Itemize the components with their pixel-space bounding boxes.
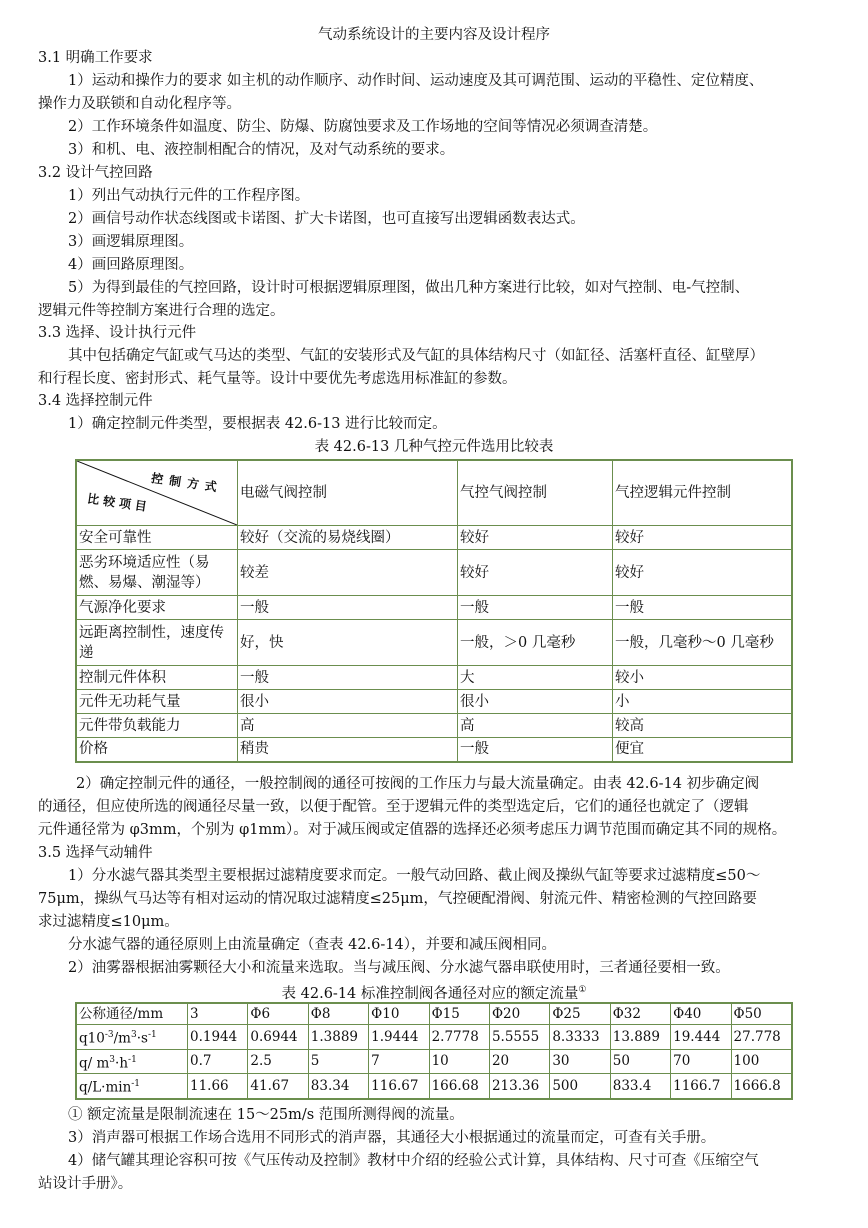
cell: 1166.7 — [671, 1074, 731, 1099]
cell: 11.66 — [188, 1074, 248, 1099]
paragraph: 2）画信号动作状态线图或卡诺图、扩大卡诺图，也可直接写出逻辑函数表达式。 — [68, 211, 585, 227]
cell: 70 — [671, 1049, 731, 1074]
row-label — [76, 1025, 188, 1050]
table-row — [76, 690, 792, 714]
table-row — [76, 738, 792, 762]
row-label-text: q10 — [79, 1030, 105, 1047]
cell: 10 — [429, 1049, 489, 1074]
paragraph: 求过滤精度≤10μm。 — [38, 914, 179, 930]
cell: Φ8 — [308, 1003, 368, 1025]
paragraph: 5）为得到最佳的气控回路，设计时可根据逻辑原理图，做出几种方案进行比较，如对气控制、电-气控制、 — [68, 280, 750, 296]
cell: 很小 — [458, 690, 613, 714]
cell: 较高 — [613, 714, 793, 738]
cell: 1.9444 — [369, 1025, 429, 1050]
cell: 0.7 — [188, 1049, 248, 1074]
column-header: 电磁气阀控制 — [238, 460, 458, 526]
paragraph: 1）确定控制元件类型，要根据表 42.6-13 进行比较而定。 — [68, 416, 447, 432]
cell: 166.68 — [429, 1074, 489, 1099]
table-row — [76, 550, 792, 596]
cell: 41.67 — [248, 1074, 308, 1099]
cell: 833.4 — [610, 1074, 670, 1099]
superscript: 3 — [109, 1054, 116, 1065]
paragraph: 1）列出气动执行元件的工作程序图。 — [68, 188, 310, 204]
cell: 好，快 — [238, 620, 458, 666]
paragraph: 2）工作环境条件如温度、防尘、防爆、防腐蚀要求及工作场地的空间等情况必须调查清楚。 — [68, 119, 658, 135]
paragraph: 1）运动和操作力的要求 如主机的动作顺序、动作时间、运动速度及其可调范围、运动的平稳性、定位精度、 — [68, 73, 764, 89]
cell: Φ25 — [550, 1003, 610, 1025]
cell: 一般 — [613, 596, 793, 620]
superscript: -3 — [104, 1030, 114, 1040]
paragraph: 其中包括确定气缸或气马达的类型、气缸的安装形式及气缸的具体结构尺寸（如缸径、活塞杆直径、缸壁厚） — [68, 348, 764, 364]
cell: 5.5555 — [489, 1025, 549, 1050]
row-item: 元件无功耗气量 — [76, 690, 238, 714]
row-item: 价格 — [76, 738, 238, 762]
page-title: 气动系统设计的主要内容及设计程序 — [318, 27, 550, 43]
cell: Φ50 — [731, 1003, 792, 1025]
cell: 一般 — [458, 596, 613, 620]
cell: 5 — [308, 1049, 368, 1074]
cell: 高 — [238, 714, 458, 738]
cell: Φ20 — [489, 1003, 549, 1025]
paragraph: 分水滤气器的通径原则上由流量确定（查表 42.6-14），并要和减压阀相同。 — [68, 937, 556, 953]
cell: 较好 — [458, 550, 613, 596]
paragraph: 3）消声器可根据工作场合选用不同形式的消声器，其通径大小根据通过的流量而定，可查有关手册。 — [68, 1130, 716, 1146]
cell: Φ10 — [369, 1003, 429, 1025]
cell: 较好 — [613, 526, 793, 550]
column-header: 气控逻辑元件控制 — [613, 460, 793, 526]
cell: Φ15 — [429, 1003, 489, 1025]
section-heading: 3.4 选择控制元件 — [38, 393, 153, 409]
cell: 213.36 — [489, 1074, 549, 1099]
cell: 2.7778 — [429, 1025, 489, 1050]
cell: 小 — [613, 690, 793, 714]
section-heading: 3.5 选择气动辅件 — [38, 845, 153, 861]
footnote: ① 额定流量是限制流速在 15～25m/s 范围所测得阀的流量。 — [68, 1107, 464, 1123]
row-label — [76, 1049, 188, 1074]
cell: 便宜 — [613, 738, 793, 762]
cell: 一般 — [458, 738, 613, 762]
paragraph: 2）确定控制元件的通径，一般控制阀的通径可按阀的工作压力与最大流量确定。由表 42.6-14 初步确定阀 — [76, 776, 760, 792]
row-label-text: /m — [113, 1030, 131, 1047]
cell: 高 — [458, 714, 613, 738]
row-item: 远距离控制性，速度传递 — [76, 620, 238, 666]
cell: 较差 — [238, 550, 458, 596]
row-item: 气源净化要求 — [76, 596, 238, 620]
table-row — [76, 1049, 792, 1074]
cell: 7 — [369, 1049, 429, 1074]
header-compare-item: 比较项目 — [86, 491, 152, 515]
superscript: -1 — [131, 1079, 141, 1089]
paragraph: 75μm，操纵气马达等有相对运动的情况取过滤精度≤25μm，气控硬配滑阀、射流元件、精密检测的气控回路要 — [38, 891, 757, 907]
paragraph: 2）油雾器根据油雾颗径大小和流量来选取。当与减压阀、分水滤气器串联使用时，三者通径要相一致。 — [68, 960, 730, 976]
cell: 116.67 — [369, 1074, 429, 1099]
superscript: -1 — [128, 1054, 137, 1065]
cell: Φ6 — [248, 1003, 308, 1025]
row-label-text: ·s — [136, 1030, 148, 1047]
row-label-text: q/ m — [79, 1055, 110, 1071]
cell: 较好（交流的易烧线圈） — [238, 526, 458, 550]
cell: 一般，＞0 几毫秒 — [458, 620, 613, 666]
flow-rate-table — [75, 1002, 793, 1100]
paragraph: 逻辑元件等控制方案进行合理的选定。 — [38, 303, 285, 319]
row-label-text: q/L·min — [79, 1079, 132, 1096]
cell: 30 — [550, 1049, 610, 1074]
cell: 50 — [610, 1049, 670, 1074]
row-item: 控制元件体积 — [76, 666, 238, 690]
row-label — [76, 1074, 188, 1099]
cell: 2.5 — [248, 1049, 308, 1074]
table-row — [76, 1074, 792, 1099]
cell: Φ32 — [610, 1003, 670, 1025]
cell: 27.778 — [731, 1025, 792, 1050]
cell: Φ40 — [671, 1003, 731, 1025]
superscript: 3 — [130, 1030, 137, 1040]
cell: 0.1944 — [188, 1025, 248, 1050]
cell: 20 — [489, 1049, 549, 1074]
paragraph: 3）和机、电、液控制相配合的情况，及对气动系统的要求。 — [68, 142, 455, 158]
row-label: 公称通径/mm — [76, 1003, 188, 1025]
cell: 稍贵 — [238, 738, 458, 762]
paragraph: 4）储气罐其理论容积可按《气压传动及控制》教材中介绍的经验公式计算，具体结构、尺寸可查《压缩空气 — [68, 1153, 759, 1169]
cell: 大 — [458, 666, 613, 690]
cell: 0.6944 — [248, 1025, 308, 1050]
cell: 1666.8 — [731, 1074, 792, 1099]
table-caption-text: 表 42.6-14 标准控制阀各通径对应的额定流量 — [281, 985, 579, 1002]
paragraph: 的通径，但应使所选的阀通径尽量一致，以便于配管。至于逻辑元件的类型选定后，它们的通径也就定了（逻辑 — [38, 799, 749, 815]
table-row — [76, 596, 792, 620]
cell: 500 — [550, 1074, 610, 1099]
paragraph: 3）画逻辑原理图。 — [68, 234, 194, 250]
row-item: 安全可靠性 — [76, 526, 238, 550]
row-item: 元件带负载能力 — [76, 714, 238, 738]
diagonal-header-cell — [76, 460, 238, 526]
table-caption: 表 42.6-13 几种气控元件选用比较表 — [314, 439, 554, 455]
superscript: -1 — [147, 1030, 157, 1040]
table-row — [76, 714, 792, 738]
cell: 一般，几毫秒～0 几毫秒 — [613, 620, 793, 666]
cell: 一般 — [238, 596, 458, 620]
cell: 一般 — [238, 666, 458, 690]
footnote-marker: ① — [578, 985, 587, 995]
section-heading: 3.2 设计气控回路 — [38, 165, 153, 181]
paragraph: 和行程长度、密封形式、耗气量等。设计中要优先考虑选用标准缸的参数。 — [38, 371, 517, 387]
table-row — [76, 1025, 792, 1050]
column-header: 气控气阀控制 — [458, 460, 613, 526]
cell: 13.889 — [610, 1025, 670, 1050]
section-heading: 3.3 选择、设计执行元件 — [38, 325, 197, 341]
header-control-mode: 控制方式 — [150, 471, 224, 495]
table-row — [76, 526, 792, 550]
table-row — [76, 620, 792, 666]
row-item: 恶劣环境适应性（易燃、易爆、潮湿等） — [76, 550, 238, 596]
table-row — [76, 1003, 792, 1025]
cell: 100 — [731, 1049, 792, 1074]
cell: 3 — [188, 1003, 248, 1025]
section-heading: 3.1 明确工作要求 — [38, 50, 153, 66]
table-row — [76, 666, 792, 690]
cell: 较好 — [458, 526, 613, 550]
paragraph: 1）分水滤气器其类型主要根据过滤精度要求而定。一般气动回路、截止阀及操纵气缸等要求过滤精度≤50～ — [68, 868, 761, 884]
paragraph: 元件通径常为 φ3mm，个别为 φ1mm）。对于减压阀或定值器的选择还必须考虑压力调节范围而确定其不同的规格。 — [38, 822, 787, 838]
cell: 83.34 — [308, 1074, 368, 1099]
control-comparison-table — [75, 459, 793, 763]
paragraph: 站设计手册》。 — [38, 1176, 133, 1192]
cell: 8.3333 — [550, 1025, 610, 1050]
paragraph: 操作力及联锁和自动化程序等。 — [38, 96, 241, 112]
cell: 19.444 — [671, 1025, 731, 1050]
cell: 1.3889 — [308, 1025, 368, 1050]
paragraph: 4）画回路原理图。 — [68, 257, 194, 273]
row-label-text: ·h — [115, 1055, 129, 1071]
cell: 较小 — [613, 666, 793, 690]
cell: 很小 — [238, 690, 458, 714]
cell: 较好 — [613, 550, 793, 596]
